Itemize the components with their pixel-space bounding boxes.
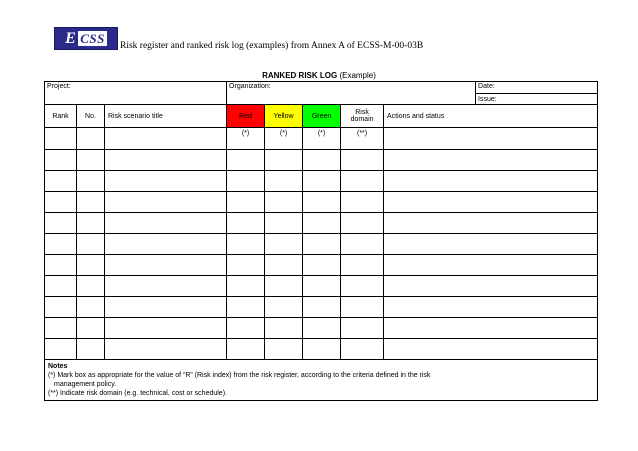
issue-field[interactable]: Issue: [476, 94, 598, 105]
cell[interactable] [265, 234, 303, 255]
note-1-line-1: (*) Mark box as appropriate for the value of “R” (Risk index) from the risk register, according to the criteria defined in the risk [48, 372, 431, 379]
cell[interactable] [265, 276, 303, 297]
cell[interactable] [45, 297, 77, 318]
organization-field[interactable]: Organization: [227, 82, 476, 94]
cell[interactable] [77, 213, 105, 234]
cell[interactable] [77, 150, 105, 171]
cell[interactable] [77, 234, 105, 255]
cell[interactable] [265, 171, 303, 192]
cell[interactable] [227, 171, 265, 192]
date-field[interactable]: Date: [476, 82, 598, 94]
cell[interactable] [227, 192, 265, 213]
col-risk-scenario-title: Risk scenario title [105, 105, 227, 128]
cell[interactable] [45, 128, 77, 150]
cell[interactable] [303, 171, 341, 192]
col-risk-domain [341, 105, 384, 128]
project-field-cont [45, 94, 227, 105]
table-row [45, 171, 598, 192]
cell[interactable] [227, 255, 265, 276]
cell[interactable] [341, 339, 384, 360]
cell[interactable] [45, 339, 77, 360]
cell[interactable] [303, 318, 341, 339]
cell[interactable] [105, 297, 227, 318]
cell[interactable] [341, 255, 384, 276]
ecss-logo-text: E CSS [65, 29, 105, 47]
cell[interactable] [341, 171, 384, 192]
cell[interactable] [303, 339, 341, 360]
cell[interactable] [384, 150, 598, 171]
cell[interactable] [341, 234, 384, 255]
cell[interactable] [384, 276, 598, 297]
column-header-row [45, 105, 598, 128]
notes-heading: Notes [48, 363, 68, 370]
cell[interactable] [303, 276, 341, 297]
col-risk-domain-line2: domain [350, 116, 374, 123]
header-title: Risk register and ranked risk log (examples) from Annex A of ECSS-M-00-03B [120, 41, 424, 51]
cell[interactable] [384, 171, 598, 192]
cell[interactable] [77, 192, 105, 213]
cell[interactable] [341, 318, 384, 339]
cell[interactable] [265, 255, 303, 276]
marker-green[interactable]: (*) [303, 128, 341, 150]
cell[interactable] [105, 192, 227, 213]
ranked-risk-log-table [44, 81, 598, 401]
cell[interactable] [105, 339, 227, 360]
cell[interactable] [77, 128, 105, 150]
cell[interactable] [384, 234, 598, 255]
cell[interactable] [265, 150, 303, 171]
marker-red[interactable]: (*) [227, 128, 265, 150]
table-row [45, 297, 598, 318]
cell[interactable] [227, 318, 265, 339]
cell[interactable] [105, 171, 227, 192]
cell[interactable] [105, 150, 227, 171]
cell[interactable] [384, 128, 598, 150]
cell[interactable] [105, 255, 227, 276]
cell[interactable] [384, 297, 598, 318]
cell[interactable] [77, 255, 105, 276]
table-row [45, 192, 598, 213]
table-row [45, 234, 598, 255]
cell[interactable] [341, 192, 384, 213]
col-yellow: Yellow [265, 105, 303, 128]
cell[interactable] [77, 276, 105, 297]
cell[interactable] [105, 318, 227, 339]
table-row [45, 213, 598, 234]
col-red: Red [227, 105, 265, 128]
document-title-main: RANKED RISK LOG [262, 71, 338, 80]
cell[interactable] [341, 276, 384, 297]
note-1-line-2: management policy. [54, 381, 117, 388]
marker-domain[interactable]: (**) [341, 128, 384, 150]
cell[interactable] [303, 192, 341, 213]
cell[interactable] [384, 192, 598, 213]
cell[interactable] [227, 150, 265, 171]
document-title-suffix: (Example) [337, 71, 376, 80]
table-row [45, 150, 598, 171]
cell[interactable] [341, 213, 384, 234]
cell[interactable] [265, 213, 303, 234]
project-field[interactable]: Project: [45, 82, 227, 94]
cell[interactable] [77, 339, 105, 360]
cell[interactable] [105, 234, 227, 255]
cell[interactable] [303, 213, 341, 234]
cell[interactable] [105, 128, 227, 150]
cell[interactable] [227, 213, 265, 234]
cell[interactable] [45, 255, 77, 276]
cell[interactable] [384, 213, 598, 234]
cell[interactable] [303, 297, 341, 318]
ecss-logo [54, 27, 118, 50]
cell[interactable] [45, 171, 77, 192]
cell[interactable] [303, 255, 341, 276]
cell[interactable] [265, 339, 303, 360]
col-actions-status: Actions and status [384, 105, 598, 128]
cell[interactable] [384, 255, 598, 276]
cell[interactable] [45, 150, 77, 171]
table-row [45, 318, 598, 339]
cell[interactable] [77, 171, 105, 192]
cell[interactable] [227, 339, 265, 360]
cell[interactable] [227, 234, 265, 255]
cell[interactable] [77, 318, 105, 339]
document-title [0, 71, 638, 80]
note-2: (**) Indicate risk domain (e.g. technical, cost or schedule). [48, 390, 227, 397]
cell[interactable] [45, 213, 77, 234]
cell[interactable] [341, 150, 384, 171]
table-row [45, 276, 598, 297]
col-no: No. [77, 105, 105, 128]
cell[interactable] [45, 276, 77, 297]
table-row [45, 255, 598, 276]
cell[interactable] [77, 297, 105, 318]
cell[interactable] [45, 192, 77, 213]
notes-section [45, 360, 598, 401]
cell[interactable] [384, 318, 598, 339]
table-row [45, 339, 598, 360]
col-green: Green [303, 105, 341, 128]
cell[interactable] [265, 297, 303, 318]
notes-cell [45, 360, 598, 401]
info-row [45, 82, 598, 94]
cell[interactable] [105, 276, 227, 297]
info-row-2 [45, 94, 598, 105]
cell[interactable] [265, 318, 303, 339]
cell[interactable] [105, 213, 227, 234]
col-risk-domain-line1: Risk [355, 109, 369, 116]
cell[interactable] [227, 297, 265, 318]
cell[interactable] [303, 234, 341, 255]
cell[interactable] [227, 276, 265, 297]
cell[interactable] [303, 150, 341, 171]
marker-yellow[interactable]: (*) [265, 128, 303, 150]
cell[interactable] [265, 192, 303, 213]
marker-row [45, 128, 598, 150]
cell[interactable] [384, 339, 598, 360]
cell[interactable] [45, 234, 77, 255]
cell[interactable] [341, 297, 384, 318]
cell[interactable] [45, 318, 77, 339]
organization-field-cont [227, 94, 476, 105]
col-rank: Rank [45, 105, 77, 128]
